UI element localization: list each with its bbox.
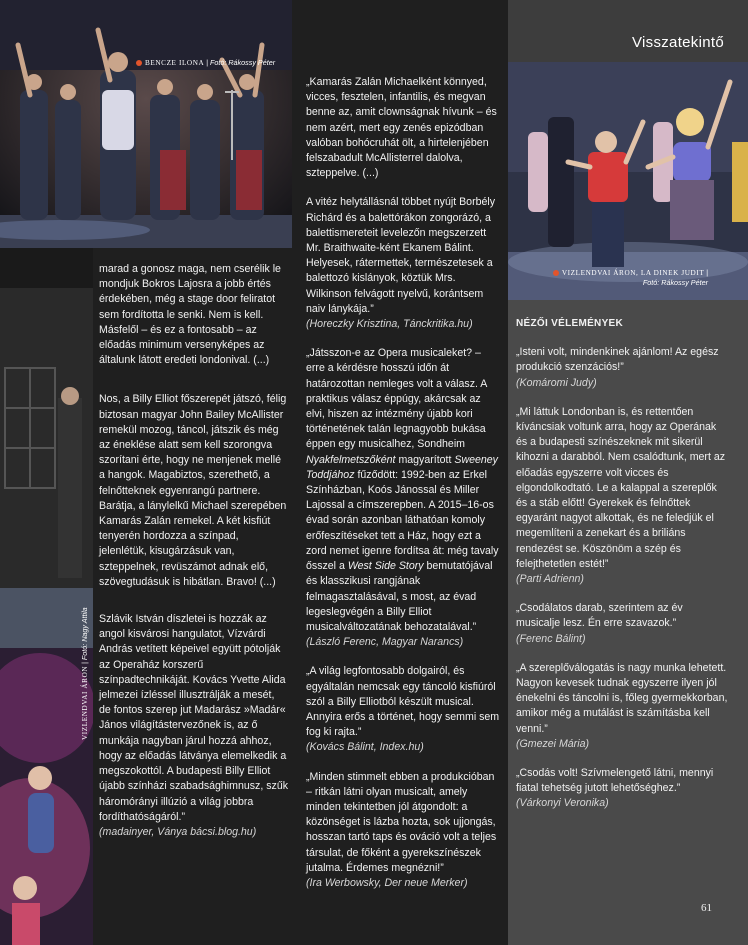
quote: A vitéz helytállásnál többet nyújt Borbély Richárd és a balettórákon zongorázó, a balettismereteit levelezőn megszerzett Mr. Braithwaite-ként Ekanem Bálint. Helyesek, rátermettek, természetesek a balettozó kislányok, köztük Mrs. Wilkinson felvágott nyelvű, korántsem naiv lánykája.” (Horeczky Krisztina, Tánckritika.hu) — [306, 196, 496, 331]
source-citation: (Horeczky Krisztina, Tánckritika.hu) — [306, 318, 473, 331]
caption-bullet-icon — [553, 270, 559, 276]
reviews-heading: NÉZŐI VÉLEMÉNYEK — [516, 318, 624, 329]
photo-top-right — [508, 62, 748, 300]
reviews-list — [516, 345, 728, 811]
review-item: „Isteni volt, mindenkinek ajánlom! Az egész produkció szenzációs!” (Komáromi Judy) — [516, 346, 719, 389]
paragraph: Szlávik István díszletei is hozzák az angol kisvárosi hangulatot, Vízvárdi András vetített képeivel együtt pótolják az Operaház korszerű színpadtechnikáját. Kovács Yvette Alida jelmezei ízléssel illusztrálják a mesét, de fontos szerep jut Madarász »Madár« János világítástervezőnek is, az ő munkája nagyban járul hozzá ahhoz, hogy az előadás látványa elemelkedik a megszokottól. A budapesti Billy Elliot újabb színházi szabadsághimnusz, szűk háromórányi illúzió a világ jobbra fordíthatóságáról.” (madainyer, Ványa bácsi.blog.hu) — [99, 613, 289, 838]
review-item: „Mi láttuk Londonban is, és rettentően kíváncsiak voltunk arra, hogy az Operának és a budapesti színészeknek mit sikerül kihozni a darabból. Nem csalódtunk, mert az előadás egyszerre volt vicces és elgondolkodtató. Le a kalappal a szereplők és a stáb előtt! Gyerekek és felnőttek egyaránt nagyot alkottak, és ne feledjük el megemlíteni a zenekart és a briliáns rendezést se. Köszönöm a szép és felejthetetlen estét!” (Parti Adrienn) — [516, 405, 726, 586]
photo-stage-crowd — [0, 0, 292, 248]
column-right — [516, 316, 728, 826]
source-citation: (madainyer, Ványa bácsi.blog.hu) — [99, 825, 257, 838]
caption-top-right: VIZLENDVAI ÁRON, LA DINEK JUDIT | Fotó: Rákossy Péter — [552, 268, 708, 288]
photo-left-strip — [0, 248, 93, 945]
column-middle — [306, 75, 500, 905]
review-item: „Csodálatos darab, szerintem az év musicalje lesz. Én erre szavazok.” (Ferenc Bálint) — [516, 602, 683, 645]
quote: „Minden stimmelt ebben a produkcióban – ritkán látni olyan musicalt, amely minden tekintetben jól átgondolt: a közönséget is lázba hozta, sok ujjongás, hosszan tartó taps és ováció volt a teljes társulat, de főként a gyerekszínészek jutalma. Érdemes megnézni!” (Ira Werbowsky, Der neue Merker) — [306, 770, 497, 889]
caption-left-strip: VIZLENDVAI ÁRON | Fotó: Nagy Attila — [80, 607, 89, 740]
caption-bullet-icon — [136, 60, 142, 66]
paragraph: Nos, a Billy Elliot főszerepét játszó, félig biztosan magyar John Bailey McAllister remekül mozog, táncol, játszik és még az éneklése alatt sem kell szorongva szorítani érte, hogy ne menjenek mellé a hangok. Magabiztos, szerethető, a felnőtteknek egyenrangú partnere. Barátja, a lánylelkű Michael szerepében Kamarás Zalán remekel. A két kisfiút tenyerén hordozza a színpad, jelenlétük, kisugárzásuk van, szteppelnek, revüszámot adnak elő, szövegtudásuk is hibátlan. Bravo! (...) — [99, 393, 287, 588]
source-citation: (Ira Werbowsky, Der neue Merker) — [306, 876, 468, 889]
stage-dance-image — [508, 62, 748, 300]
review-item: „A szereplőválogatás is nagy munka lehetett. Nagyon kevesek tudnak egyszerre ilyen jól énekelni és táncolni is, főleg gyermekkorban, amikor még a mutálást is számításba kell venni.” (Gmezei Mária) — [516, 661, 728, 750]
quote: „A világ legfontosabb dolgairól, és egyáltalán nemcsak egy táncoló kisfiúról szól a Billy Elliotból készült musical. Annyira erős a történet, hogy semmi sem fog ki rajta.” (Kovács Bálint, Index.hu) — [306, 665, 500, 754]
section-title: Visszatekintő — [631, 34, 724, 51]
column-left — [99, 262, 289, 854]
header-strip — [508, 0, 748, 62]
source-citation: (László Ferenc, Magyar Narancs) — [306, 636, 464, 649]
source-citation: (Kovács Bálint, Index.hu) — [306, 741, 424, 754]
review-item: „Csodás volt! Szívmelengető látni, mennyi fiatal tehetség jutott lehetőséghez.” (Várkonyi Veronika) — [516, 767, 714, 810]
quote: „Játsszon-e az Opera musicaleket? – erre a kérdésre hosszú időn át határozottan nemleges volt a válasz. A praktikus válasz éppúgy, akárcsak az elvi, hiszen az intézmény újabb kori történetének talán legnagyobb bukása éppen egy musicalhez, Sondheim Nyakfelmetszőként magyarított Sweeney Toddjához fűződött: 1992-ben az Erkel Színházban, Koós Jánossal és Miller Lajossal a címszerepben. A 2015–16-os évad során azonban láthatóan komoly erőfeszítéseket tett a Ház, hogy ezt a zord nemet igenre fordítsa át: még tavaly ősszel a West Side Story bemutatójával és klasszikusi rangjának felmagasztalásával, s most, az évad legeslegvégén a Billy Elliot musicalváltozatának behozatalával.” (László Ferenc, Magyar Narancs) — [306, 347, 499, 649]
paragraph: marad a gonosz maga, nem cserélik le mondjuk Bokros Lajosra a jobb értés érdekében, még a stage door feliratot sem fordította le senki. Nem is kell. Másfelől – és ez a fontosabb – az előadás minimum versenyképes az általunk látott eredeti londonival. (...) — [99, 263, 281, 367]
stage-crowd-image — [0, 0, 292, 248]
quote: „Kamarás Zalán Michaelként könnyed, vicces, fesztelen, infantilis, és megvan benne az, amit clownságnak hívunk – és nem azért, mert egy zenés epizódban valóban bohócruhát ölt, a hirtelenjében felszabadult McAllisterrel dalolva, szteppelve. (...) — [306, 76, 497, 180]
left-strip-image — [0, 248, 93, 945]
caption-top-left: BENCZE ILONA | Fotó: Rákossy Péter — [136, 58, 275, 68]
page-number: 61 — [701, 902, 712, 914]
